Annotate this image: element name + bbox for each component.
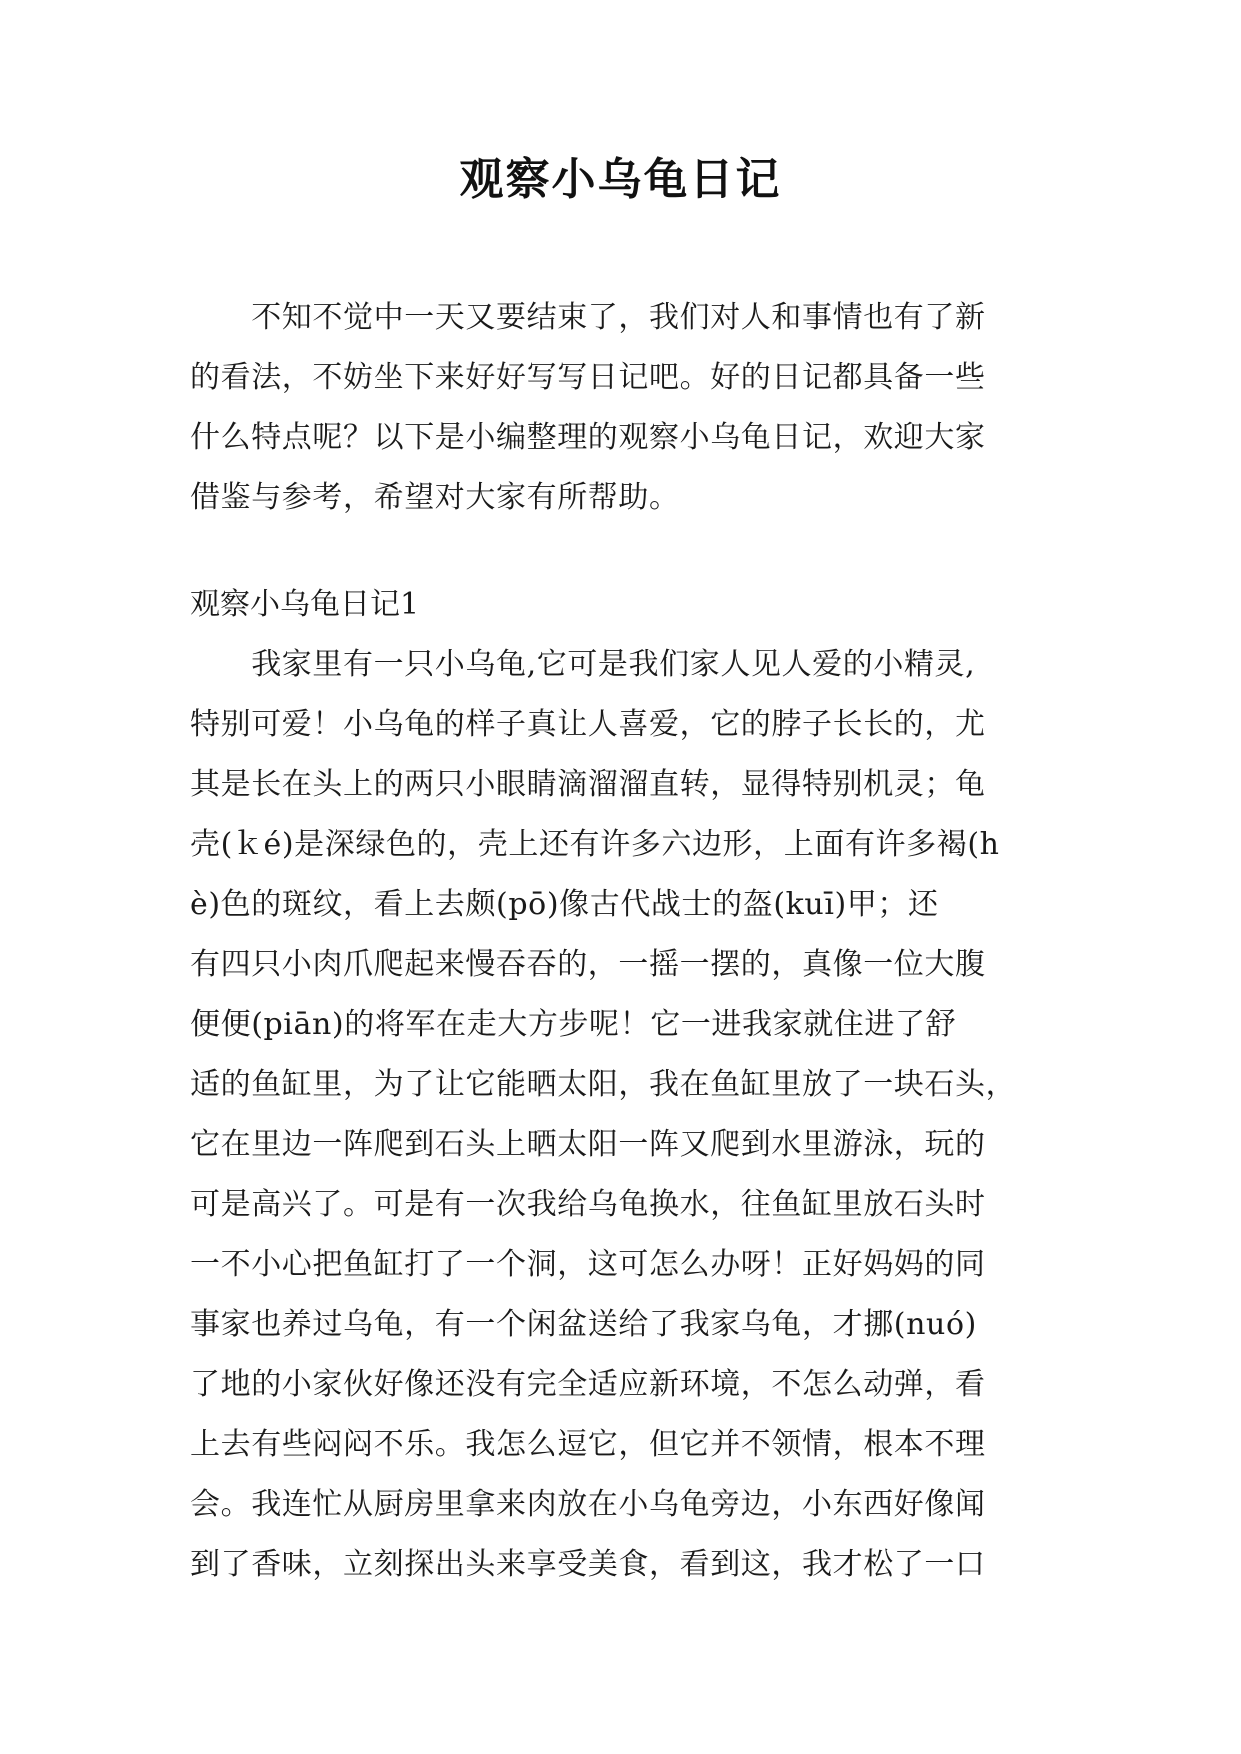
diary-line: 其是长在头上的两只小眼睛滴溜溜直转，显得特别机灵；龟 <box>190 767 986 802</box>
diary-line: 一不小心把鱼缸打了一个洞，这可怎么办呀！正好妈妈的同 <box>190 1247 986 1282</box>
diary-line: 适的鱼缸里，为了让它能晒太阳，我在鱼缸里放了一块石头， <box>190 1067 1017 1102</box>
diary-line: 便便(piān)的将军在走大方步呢！它一进我家就住进了舒 <box>190 1007 957 1042</box>
diary-section <box>190 575 1070 1595</box>
diary-line: 会。我连忙从厨房里拿来肉放在小乌龟旁边，小东西好像闻 <box>190 1487 986 1522</box>
diary-line: 事家也养过乌龟，有一个闲盆送给了我家乌龟，才挪(nuó) <box>190 1307 977 1342</box>
diary-line: 特别可爱！小乌龟的样子真让人喜爱，它的脖子长长的，尤 <box>190 707 986 742</box>
intro-line: 什么特点呢？以下是小编整理的观察小乌龟日记，欢迎大家 <box>190 420 986 455</box>
diary-line: 壳(ｋé)是深绿色的，壳上还有许多六边形，上面有许多褐(h <box>190 827 1000 862</box>
diary-line: 它在里边一阵爬到石头上晒太阳一阵又爬到水里游泳，玩的 <box>190 1127 986 1162</box>
document-title: 观察小乌龟日记 <box>459 154 782 205</box>
intro-line: 借鉴与参考，希望对大家有所帮助。 <box>190 480 680 515</box>
diary-line: 可是高兴了。可是有一次我给乌龟换水，往鱼缸里放石头时 <box>190 1187 986 1222</box>
diary-line: 我家里有一只小乌龟,它可是我们家人见人爱的小精灵, <box>190 647 976 682</box>
section-heading: 观察小乌龟日记1 <box>190 587 420 622</box>
diary-line: 到了香味，立刻探出头来享受美食，看到这，我才松了一口 <box>190 1547 986 1582</box>
diary-line: 上去有些闷闷不乐。我怎么逗它，但它并不领情，根本不理 <box>190 1427 986 1462</box>
intro-line: 的看法，不妨坐下来好好写写日记吧。好的日记都具备一些 <box>190 360 986 395</box>
diary-line: è)色的斑纹，看上去颇(pō)像古代战士的盔(kuī)甲；还 <box>190 887 939 922</box>
diary-line: 了地的小家伙好像还没有完全适应新环境，不怎么动弹，看 <box>190 1367 986 1402</box>
intro-line: 不知不觉中一天又要结束了，我们对人和事情也有了新 <box>190 300 986 335</box>
diary-line: 有四只小肉爪爬起来慢吞吞的，一摇一摆的，真像一位大腹 <box>190 947 986 982</box>
intro-paragraph <box>190 288 1070 528</box>
